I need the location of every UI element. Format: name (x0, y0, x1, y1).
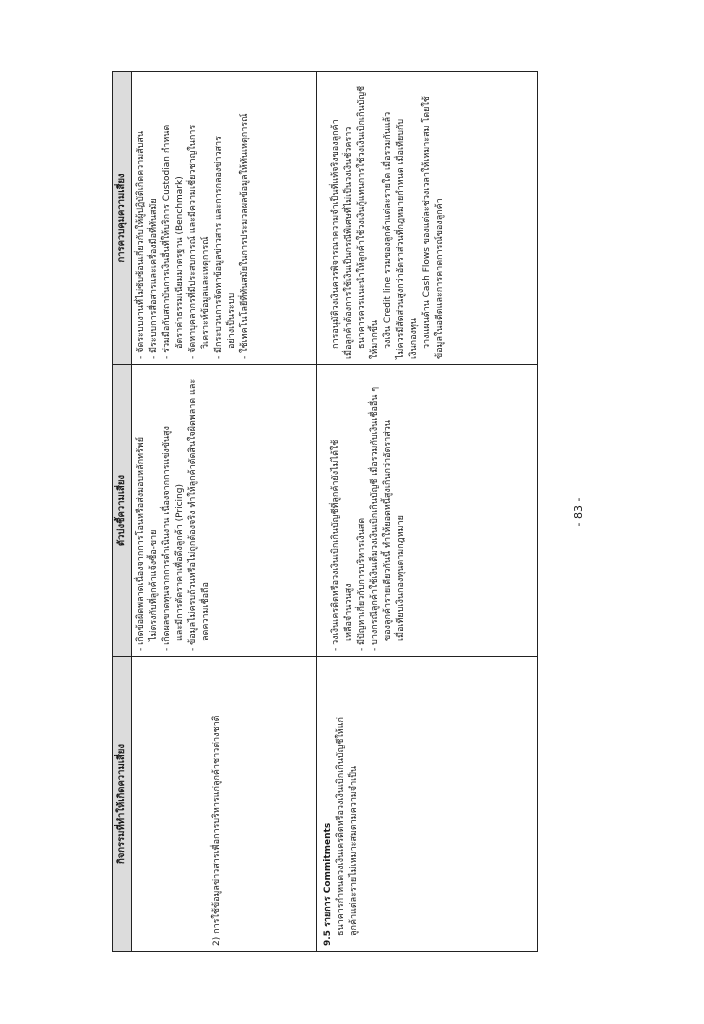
risk-line: และมีการตัดราคาเพื่อดึงลูกค้า (Pricing) (175, 484, 185, 641)
row1-risk-cell (132, 365, 317, 657)
row1-activity: 2) การใช้ข้อมูลข่าวสารเพื่อการบริหารแก่ลูกค้าชาวต่างชาติ (212, 715, 222, 946)
risk-line: ลดความเชื่อถือ (201, 582, 211, 641)
control-line: ให้มากขึ้น (370, 319, 380, 359)
risk-line: เหลือจำนวนสูง (344, 583, 354, 641)
control-line: เมื่อลูกค้าต้องการใช้เงินเป็นกรณีพิเศษที่ไม่เป็นวงเงินชั่วคราว (344, 126, 354, 359)
activity-line: ลูกค้าแต่ละรายไม่เหมาะสมตามความจำเป็น (349, 765, 359, 936)
table-header-row (113, 72, 132, 952)
risk-line: เมื่อเทียบเงินกองทุนตามกฎหมาย (396, 515, 406, 641)
risk-line: - บางกรณีลูกค้าใช้เงินเต็มวงเงินเบิกเกินบัญชี เมื่อรวมกับเงินเชื่ออื่น ๆ (370, 386, 380, 651)
control-line: เงินกองทุน (409, 318, 419, 359)
risk-line: - วงเงินเครดิตหรือวงเงินเบิกเกินบัญชีที่ลูกค้ายังไม่ได้ใช้ (331, 439, 341, 651)
control-line: อย่างเป็นระบบ (227, 292, 237, 349)
control-line: - จัดระบบงานที่ไม่ซับซ้อนเกี่ยวกับให้ผู้ปฏิบัติเกิดความสับสน (136, 130, 146, 359)
row2-control-cell (317, 72, 538, 365)
control-line: - มีกระบวนการจัดหาข้อมูลข่าวสาร และการกลองข่าวสาร (214, 136, 224, 359)
control-line: ธนาคารควรแนะนำให้ลูกค้าใช้วงเงินกู้แทนการใช้วงเงินเบิกเกินบัญชี (357, 85, 367, 349)
risk-line: - เกิดผลขาดทุนจากการดำเนินงาน เนื่องจากการแข่งขันสูง (162, 426, 172, 651)
risk-line: - มีปัญหาเกี่ยวกับการบริหารเงินสด (357, 517, 367, 651)
section-title: 9.5 รายการ Commitments (323, 822, 333, 946)
row2-activity-cell (317, 657, 538, 952)
control-line: ข้อมูลในอดีตและการคาดการณ์ของลูกค้า (435, 198, 445, 359)
row1-control-cell (132, 72, 317, 365)
control-line: วงเงิน Credit line รวมของลูกค้าแต่ละรายใด เมื่อรวมกันแล้ว (383, 111, 393, 349)
table-row (132, 72, 317, 952)
control-line: ไม่ควรมีสัดส่วนสูงกว่าอัตราส่วนที่กฎหมายกำหนด เมื่อเทียบกับ (396, 118, 406, 359)
rotated-page (102, 62, 602, 962)
risk-line: ของลูกค้ารายเดียวกันนี้ ทำให้ยอดหนี้สูงเกินกว่าอัตราส่วน (383, 420, 393, 641)
document-page (102, 62, 602, 962)
header-control: การควบคุมความเสี่ยง (113, 72, 132, 365)
control-line: - มีระบบการสื่อสารและเครื่องมือที่ทันสมัย (149, 198, 159, 359)
header-activity: กิจกรรมที่ทำให้เกิดความเสี่ยง (113, 657, 132, 952)
table-row (317, 72, 538, 952)
control-line: อัตราค่าธรรมเนียมมาตรฐาน (Benchmark) (175, 176, 185, 349)
risk-line: ไม่ตรงกับที่ลูกค้าแจ้งซื้อ-ขาย (149, 529, 159, 641)
control-line: - ร่วมมือกับสถาบันการเงินอื่นที่ให้บริการ Custodian กำหนด (162, 124, 172, 359)
row2-risk-cell (317, 365, 538, 657)
risk-line: - ข้อมูลไม่ครบถ้วนหรือไม่ถูกต้องจริง ทำให้ลูกค้าตัดสินใจผิดพลาด และ (188, 378, 198, 651)
control-line: วิเคราะห์ข้อมูลและเหตุการณ์ (201, 236, 211, 349)
control-line: - จัดหาบุคลากรที่มีประสบการณ์ และมีความเชี่ยวชาญในการ (188, 124, 198, 359)
activity-line: ธนาคารกำหนดวงเงินเครดิตหรือวงเงินเบิกเกินบัญชีให้แก่ (336, 717, 346, 936)
risk-line: - เกิดข้อผิดพลาดเนื่องจากการโอนหรือส่งมอบหลักทรัพย์ (136, 436, 146, 651)
page-number: - 83 - (572, 497, 585, 527)
control-line: การอนุมัติวงเงินควรพิจารณาความจำเป็นที่แท้จริงของลูกค้า (331, 119, 341, 349)
header-risk-factor: ตัวบ่งชี้ความเสี่ยง (113, 365, 132, 657)
row1-activity-cell (132, 657, 317, 952)
risk-control-table (112, 71, 538, 952)
control-line: วางแผนด้าน Cash Flows ของแต่ละช่วงเวลาให้เหมาะสม โดยใช้ (422, 96, 432, 349)
control-line: - ใช้เทคโนโลยีที่ทันสมัยในการประมวลผลข้อมูลให้ทันเหตุการณ์ (240, 113, 250, 359)
